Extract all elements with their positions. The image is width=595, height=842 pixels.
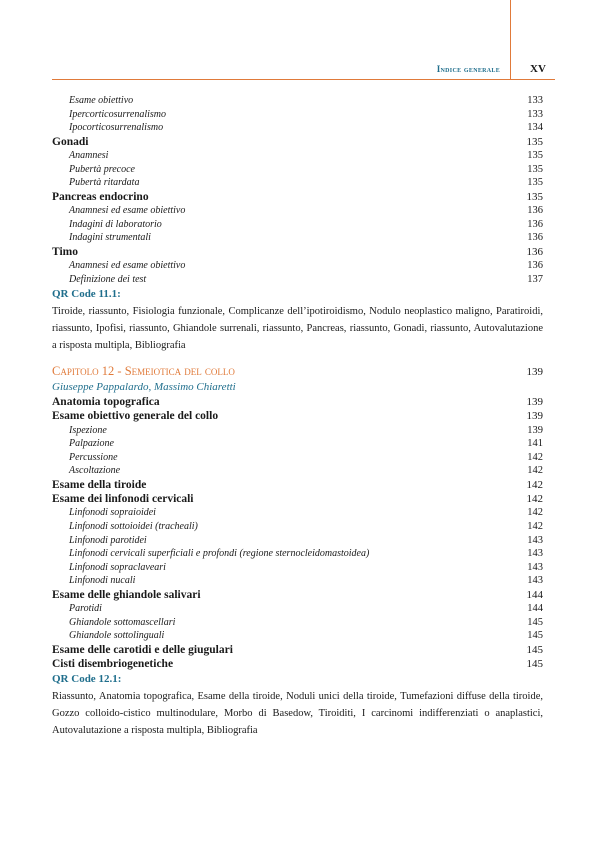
toc-entry-title: Definizione dei test xyxy=(69,273,147,285)
chapter-authors: Giuseppe Pappalardo, Massimo Chiaretti xyxy=(52,381,236,394)
toc-subsection-entry[interactable] xyxy=(52,424,543,438)
toc-entry-page: 142 xyxy=(527,520,543,532)
toc-subsection-entry[interactable] xyxy=(52,204,543,218)
toc-block-chapter-11 xyxy=(52,94,543,286)
toc-entry-page: 139 xyxy=(527,424,543,436)
page-number: XV xyxy=(530,63,546,75)
toc-section-entry[interactable] xyxy=(52,492,543,506)
toc-entry-title: Palpazione xyxy=(69,438,114,450)
toc-section-entry[interactable] xyxy=(52,657,543,671)
toc-entry-page: 136 xyxy=(527,204,543,216)
toc-subsection-entry[interactable] xyxy=(52,273,543,287)
toc-subsection-entry[interactable] xyxy=(52,121,543,135)
toc-entry-page: 142 xyxy=(527,507,543,519)
toc-entry-title: Cisti disembriogenetiche xyxy=(52,658,174,671)
toc-entry-page: 145 xyxy=(526,658,543,671)
toc-entry-title: Linfonodi cervicali superficiali e profondi (regione sternocleidomastoidea) xyxy=(69,548,370,560)
toc-entry-page: 141 xyxy=(527,438,543,450)
toc-entry-page: 145 xyxy=(526,643,543,656)
toc-block-chapter-12 xyxy=(52,395,543,671)
toc-entry-title: Esame delle carotidi e delle giugulari xyxy=(52,643,233,656)
toc-subsection-entry[interactable] xyxy=(52,506,543,520)
toc-entry-page: 135 xyxy=(526,135,543,148)
toc-subsection-entry[interactable] xyxy=(52,163,543,177)
toc-section-entry[interactable] xyxy=(52,588,543,602)
toc-entry-page: 137 xyxy=(527,273,543,285)
toc-entry-title: Percussione xyxy=(69,451,118,463)
toc-entry-title: Pubertà precoce xyxy=(69,163,135,175)
toc-entry-title: Indagini strumentali xyxy=(69,232,151,244)
toc-subsection-entry[interactable] xyxy=(52,464,543,478)
toc-entry-page: 136 xyxy=(527,218,543,230)
qr-code-label[interactable]: QR Code 12.1: xyxy=(52,673,122,686)
toc-entry-page: 144 xyxy=(527,603,543,615)
toc-entry-title: Gonadi xyxy=(52,135,89,148)
toc-subsection-entry[interactable] xyxy=(52,629,543,643)
toc-entry-title: Indagini di laboratorio xyxy=(69,218,162,230)
toc-subsection-entry[interactable] xyxy=(52,616,543,630)
toc-entry-page: 143 xyxy=(527,534,543,546)
toc-entry-page: 143 xyxy=(527,561,543,573)
toc-section-entry[interactable] xyxy=(52,478,543,492)
toc-subsection-entry[interactable] xyxy=(52,176,543,190)
toc-entry-title: Ispezione xyxy=(69,424,107,436)
toc-entry-page: 142 xyxy=(526,478,543,491)
toc-entry-page: 135 xyxy=(527,177,543,189)
toc-entry-title: Ipocorticosurrenalismo xyxy=(69,122,164,134)
toc-subsection-entry[interactable] xyxy=(52,561,543,575)
toc-entry-title: Anamnesi ed esame obiettivo xyxy=(69,204,186,216)
toc-entry-title: Linfonodi nucali xyxy=(69,575,136,587)
toc-entry-page: 145 xyxy=(527,630,543,642)
qr-code-label[interactable]: QR Code 11.1: xyxy=(52,288,121,301)
toc-entry-title: Linfonodi sopraioidei xyxy=(69,507,156,519)
toc-entry-title: Timo xyxy=(52,245,78,258)
toc-subsection-entry[interactable] xyxy=(52,94,543,108)
running-head: Indice generale xyxy=(436,64,500,74)
qr-code-contents: Tiroide, riassunto, Fisiologia funzionale, Complicanze dell’ipotiroidismo, Nodulo neoplastico maligno, Paratiroidi, riassunto, Ipofisi, riassunto, Ghiandole surrenali, riassunto, Pancreas, riassunto, Gonadi, riassunto, Autovalutazione a risposta multipla, Bibliografia xyxy=(52,306,543,352)
toc-entry-page: 144 xyxy=(526,588,543,601)
chapter-page: 139 xyxy=(526,366,543,379)
toc-entry-page: 136 xyxy=(527,232,543,244)
toc-subsection-entry[interactable] xyxy=(52,520,543,534)
toc-section-entry[interactable] xyxy=(52,643,543,657)
toc-entry-page: 133 xyxy=(527,95,543,106)
toc-entry-page: 133 xyxy=(527,108,543,120)
toc-subsection-entry[interactable] xyxy=(52,149,543,163)
toc-entry-title: Linfonodi parotidei xyxy=(69,534,147,546)
toc-entry-title: Esame della tiroide xyxy=(52,478,147,491)
header-horizontal-rule xyxy=(52,79,555,80)
toc-entry-page: 143 xyxy=(527,575,543,587)
toc-entry-page: 142 xyxy=(527,451,543,463)
toc-section-entry[interactable] xyxy=(52,135,543,149)
toc-subsection-entry[interactable] xyxy=(52,259,543,273)
toc-entry-page: 136 xyxy=(526,245,543,258)
toc-entry-title: Anamnesi ed esame obiettivo xyxy=(69,259,186,271)
toc-entry-page: 135 xyxy=(527,149,543,161)
toc-entry-title: Ghiandole sottomascellari xyxy=(69,616,176,628)
toc-entry-title: Pancreas endocrino xyxy=(52,190,149,203)
toc-entry-page: 142 xyxy=(527,465,543,477)
toc-entry-page: 145 xyxy=(527,616,543,628)
toc-entry-page: 139 xyxy=(526,410,543,423)
toc-entry-title: Parotidi xyxy=(69,603,102,615)
toc-entry-title: Linfonodi sopraclaveari xyxy=(69,561,166,573)
toc-entry-title: Linfonodi sottoioidei (tracheali) xyxy=(69,520,198,532)
table-of-contents xyxy=(52,94,543,739)
toc-entry-title: Anatomia topografica xyxy=(52,396,160,409)
toc-entry-title: Anamnesi xyxy=(69,149,109,161)
toc-entry-page: 135 xyxy=(527,163,543,175)
toc-entry-title: Ghiandole sottolinguali xyxy=(69,630,165,642)
toc-entry-title: Ascoltazione xyxy=(69,465,121,477)
toc-entry-page: 136 xyxy=(527,259,543,271)
toc-subsection-entry[interactable] xyxy=(52,231,543,245)
toc-entry-title: Esame dei linfonodi cervicali xyxy=(52,493,194,506)
toc-subsection-entry[interactable] xyxy=(52,534,543,548)
toc-entry-title: Ipercorticosurrenalismo xyxy=(69,108,167,120)
toc-subsection-entry[interactable] xyxy=(52,437,543,451)
toc-subsection-entry[interactable] xyxy=(52,574,543,588)
toc-entry-page: 139 xyxy=(526,396,543,409)
toc-entry-page: 143 xyxy=(527,548,543,560)
toc-subsection-entry[interactable] xyxy=(52,602,543,616)
qr-code-contents: Riassunto, Anatomia topografica, Esame della tiroide, Noduli unici della tiroide, Tumefazioni diffuse della tiroide, Gozzo colloido-cistico multinodulare, Morbo di Basedow, Tiroiditi, I carcinomi indifferenziati o anaplastici, Autovalutazione a risposta multipla, Bibliografia xyxy=(52,691,543,737)
toc-entry-page: 135 xyxy=(526,190,543,203)
toc-subsection-entry[interactable] xyxy=(52,547,543,561)
chapter-heading[interactable] xyxy=(52,363,543,380)
header-vertical-rule xyxy=(510,0,511,80)
toc-subsection-entry[interactable] xyxy=(52,218,543,232)
toc-entry-title: Esame obiettivo generale del collo xyxy=(52,410,219,423)
toc-entry-title: Esame delle ghiandole salivari xyxy=(52,588,201,601)
toc-section-entry[interactable] xyxy=(52,190,543,204)
toc-section-entry[interactable] xyxy=(52,409,543,423)
toc-section-entry[interactable] xyxy=(52,395,543,409)
toc-subsection-entry[interactable] xyxy=(52,451,543,465)
toc-entry-page: 142 xyxy=(526,493,543,506)
toc-entry-page: 134 xyxy=(527,122,543,134)
chapter-title: Capitolo 12 - Semeiotica del collo xyxy=(52,364,235,379)
toc-entry-title: Pubertà ritardata xyxy=(69,177,140,189)
toc-subsection-entry[interactable] xyxy=(52,108,543,122)
toc-entry-title: Esame obiettivo xyxy=(69,95,134,106)
toc-section-entry[interactable] xyxy=(52,245,543,259)
